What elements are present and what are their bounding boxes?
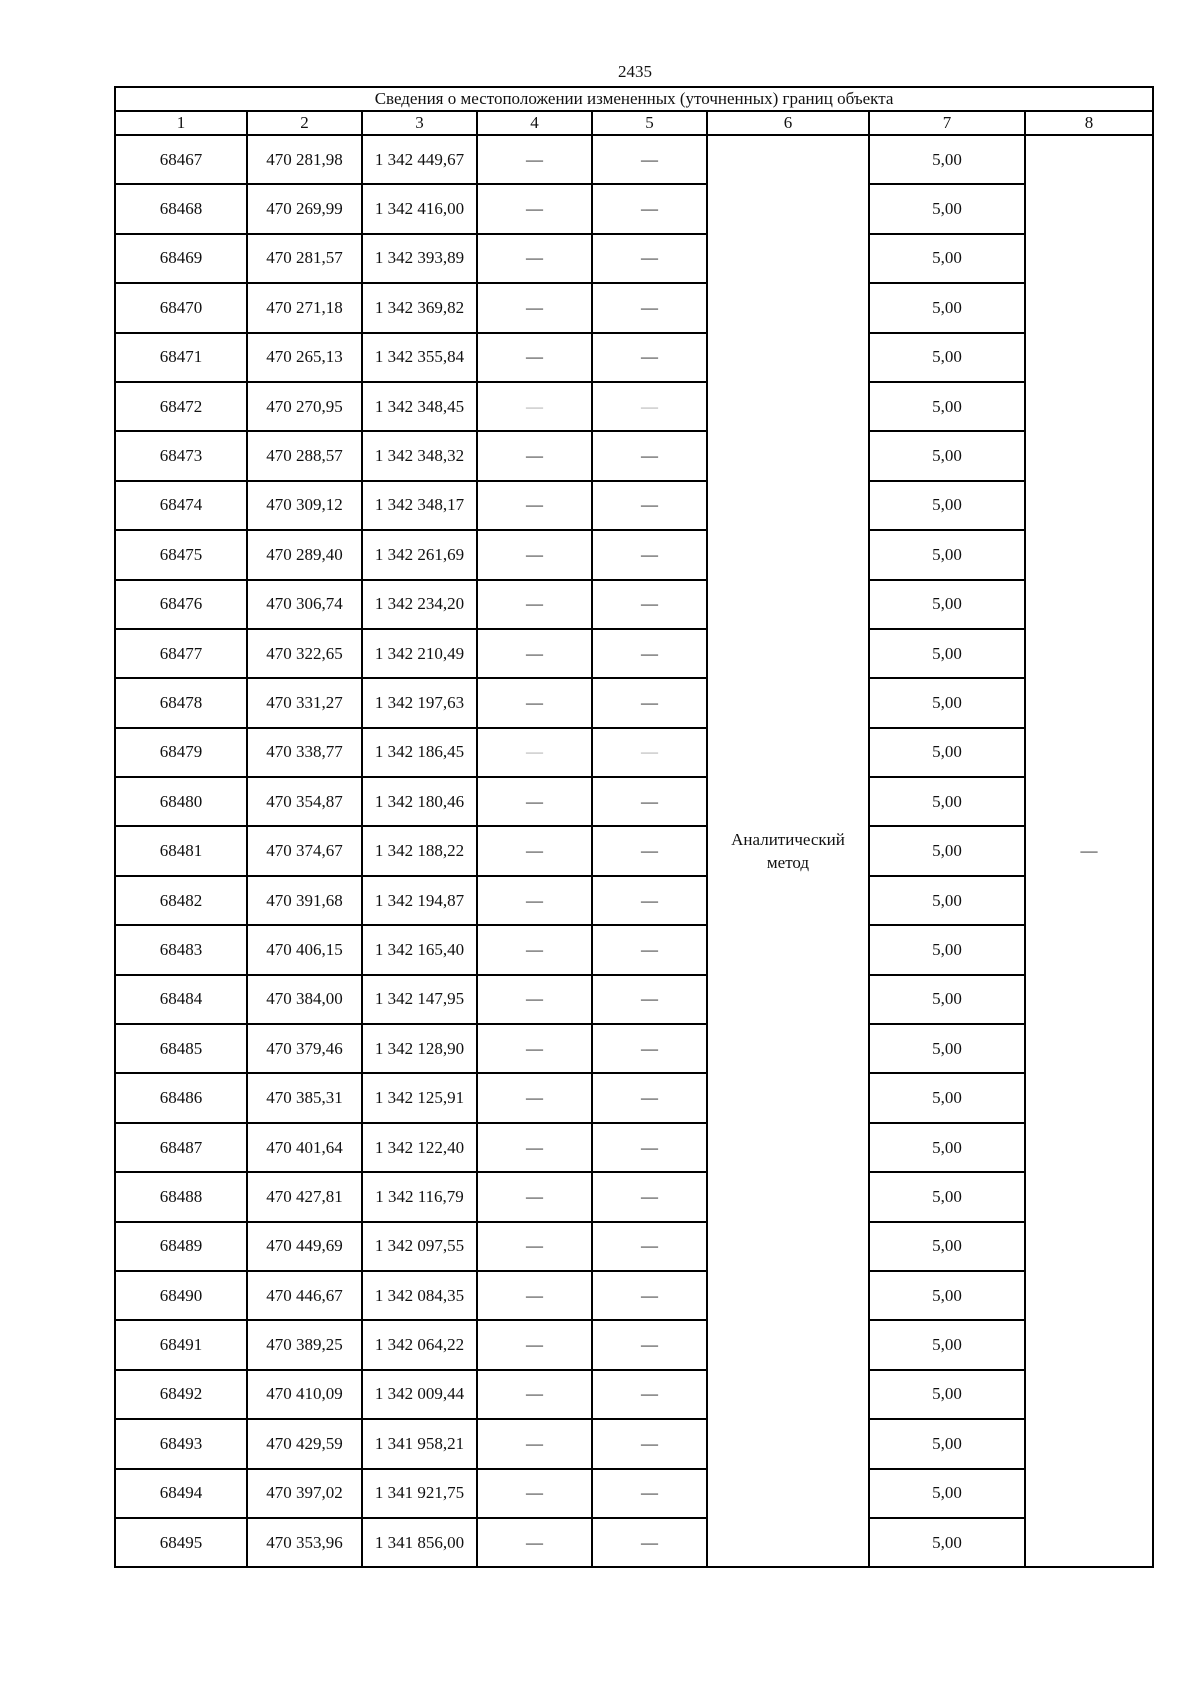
column-4-cell: — (477, 1024, 592, 1073)
column-5-cell: — (592, 1073, 707, 1122)
x-coordinate-cell: 470 271,18 (247, 283, 362, 332)
column-5-cell: — (592, 184, 707, 233)
point-number-cell: 68480 (115, 777, 247, 826)
x-coordinate-cell: 470 281,98 (247, 135, 362, 184)
point-number-cell: 68485 (115, 1024, 247, 1073)
y-coordinate-cell: 1 342 234,20 (362, 580, 477, 629)
accuracy-cell: 5,00 (869, 1419, 1025, 1468)
column-4-cell: — (477, 1320, 592, 1369)
y-coordinate-cell: 1 342 122,40 (362, 1123, 477, 1172)
accuracy-cell: 5,00 (869, 1469, 1025, 1518)
y-coordinate-cell: 1 342 128,90 (362, 1024, 477, 1073)
column-5-cell: — (592, 234, 707, 283)
table-row (115, 1222, 1153, 1271)
table-row (115, 1271, 1153, 1320)
accuracy-cell: 5,00 (869, 333, 1025, 382)
column-4-cell: — (477, 1370, 592, 1419)
column-number: 2 (247, 111, 362, 135)
column-4-cell: — (477, 431, 592, 480)
table-row (115, 1073, 1153, 1122)
accuracy-cell: 5,00 (869, 975, 1025, 1024)
table-row (115, 333, 1153, 382)
accuracy-cell: 5,00 (869, 1271, 1025, 1320)
accuracy-cell: 5,00 (869, 382, 1025, 431)
point-number-cell: 68490 (115, 1271, 247, 1320)
point-number-cell: 68477 (115, 629, 247, 678)
x-coordinate-cell: 470 374,67 (247, 826, 362, 875)
x-coordinate-cell: 470 384,00 (247, 975, 362, 1024)
x-coordinate-cell: 470 427,81 (247, 1172, 362, 1221)
column-number: 5 (592, 111, 707, 135)
table-row (115, 876, 1153, 925)
column-number: 6 (707, 111, 869, 135)
column-8-cell: — (1025, 135, 1153, 1567)
point-number-cell: 68481 (115, 826, 247, 875)
table-row (115, 629, 1153, 678)
accuracy-cell: 5,00 (869, 283, 1025, 332)
column-number: 3 (362, 111, 477, 135)
column-5-cell: — (592, 629, 707, 678)
table-row (115, 1419, 1153, 1468)
y-coordinate-cell: 1 342 125,91 (362, 1073, 477, 1122)
column-5-cell: — (592, 1123, 707, 1172)
point-number-cell: 68479 (115, 728, 247, 777)
y-coordinate-cell: 1 342 355,84 (362, 333, 477, 382)
y-coordinate-cell: 1 342 097,55 (362, 1222, 477, 1271)
column-4-cell: — (477, 629, 592, 678)
column-4-cell: — (477, 728, 592, 777)
point-number-cell: 68486 (115, 1073, 247, 1122)
column-4-cell: — (477, 975, 592, 1024)
table-row (115, 826, 1153, 875)
column-4-cell: — (477, 1222, 592, 1271)
point-number-cell: 68484 (115, 975, 247, 1024)
point-number-cell: 68483 (115, 925, 247, 974)
column-number-row (115, 111, 1153, 135)
x-coordinate-cell: 470 410,09 (247, 1370, 362, 1419)
table-title: Сведения о местоположении измененных (уточненных) границ объекта (115, 87, 1153, 111)
x-coordinate-cell: 470 354,87 (247, 777, 362, 826)
accuracy-cell: 5,00 (869, 184, 1025, 233)
point-number-cell: 68474 (115, 481, 247, 530)
table-row (115, 1469, 1153, 1518)
table-row (115, 1123, 1153, 1172)
column-number: 7 (869, 111, 1025, 135)
accuracy-cell: 5,00 (869, 234, 1025, 283)
column-4-cell: — (477, 283, 592, 332)
column-5-cell: — (592, 481, 707, 530)
table-row (115, 530, 1153, 579)
y-coordinate-cell: 1 342 147,95 (362, 975, 477, 1024)
column-5-cell: — (592, 1222, 707, 1271)
table-row (115, 431, 1153, 480)
y-coordinate-cell: 1 342 348,32 (362, 431, 477, 480)
column-5-cell: — (592, 1320, 707, 1369)
column-5-cell: — (592, 135, 707, 184)
column-5-cell: — (592, 1370, 707, 1419)
point-number-cell: 68469 (115, 234, 247, 283)
column-5-cell: — (592, 382, 707, 431)
accuracy-cell: 5,00 (869, 1320, 1025, 1369)
column-5-cell: — (592, 1419, 707, 1468)
column-5-cell: — (592, 580, 707, 629)
x-coordinate-cell: 470 446,67 (247, 1271, 362, 1320)
x-coordinate-cell: 470 338,77 (247, 728, 362, 777)
column-5-cell: — (592, 678, 707, 727)
column-5-cell: — (592, 728, 707, 777)
x-coordinate-cell: 470 270,95 (247, 382, 362, 431)
column-4-cell: — (477, 1518, 592, 1567)
point-number-cell: 68470 (115, 283, 247, 332)
point-number-cell: 68478 (115, 678, 247, 727)
table-row (115, 1370, 1153, 1419)
point-number-cell: 68472 (115, 382, 247, 431)
column-4-cell: — (477, 234, 592, 283)
column-4-cell: — (477, 184, 592, 233)
x-coordinate-cell: 470 289,40 (247, 530, 362, 579)
column-4-cell: — (477, 530, 592, 579)
x-coordinate-cell: 470 306,74 (247, 580, 362, 629)
point-number-cell: 68475 (115, 530, 247, 579)
accuracy-cell: 5,00 (869, 1370, 1025, 1419)
point-number-cell: 68476 (115, 580, 247, 629)
method-cell: Аналитический метод (707, 135, 869, 1567)
point-number-cell: 68471 (115, 333, 247, 382)
table-row (115, 925, 1153, 974)
accuracy-cell: 5,00 (869, 777, 1025, 826)
table-row (115, 580, 1153, 629)
column-4-cell: — (477, 333, 592, 382)
accuracy-cell: 5,00 (869, 1024, 1025, 1073)
boundary-coordinates-table (114, 86, 1154, 1568)
y-coordinate-cell: 1 342 348,17 (362, 481, 477, 530)
column-4-cell: — (477, 1271, 592, 1320)
table-row (115, 382, 1153, 431)
column-5-cell: — (592, 333, 707, 382)
column-4-cell: — (477, 777, 592, 826)
table-row (115, 1320, 1153, 1369)
y-coordinate-cell: 1 342 449,67 (362, 135, 477, 184)
y-coordinate-cell: 1 342 197,63 (362, 678, 477, 727)
table-row (115, 975, 1153, 1024)
table-row (115, 234, 1153, 283)
accuracy-cell: 5,00 (869, 1172, 1025, 1221)
accuracy-cell: 5,00 (869, 431, 1025, 480)
x-coordinate-cell: 470 309,12 (247, 481, 362, 530)
y-coordinate-cell: 1 342 369,82 (362, 283, 477, 332)
table-body (115, 87, 1153, 1567)
y-coordinate-cell: 1 342 348,45 (362, 382, 477, 431)
column-4-cell: — (477, 678, 592, 727)
y-coordinate-cell: 1 341 958,21 (362, 1419, 477, 1468)
column-5-cell: — (592, 777, 707, 826)
point-number-cell: 68468 (115, 184, 247, 233)
y-coordinate-cell: 1 342 165,40 (362, 925, 477, 974)
x-coordinate-cell: 470 265,13 (247, 333, 362, 382)
accuracy-cell: 5,00 (869, 135, 1025, 184)
column-5-cell: — (592, 925, 707, 974)
table-row (115, 184, 1153, 233)
x-coordinate-cell: 470 397,02 (247, 1469, 362, 1518)
column-4-cell: — (477, 876, 592, 925)
table-row (115, 1172, 1153, 1221)
x-coordinate-cell: 470 385,31 (247, 1073, 362, 1122)
x-coordinate-cell: 470 401,64 (247, 1123, 362, 1172)
table-row (115, 283, 1153, 332)
column-4-cell: — (477, 826, 592, 875)
y-coordinate-cell: 1 342 194,87 (362, 876, 477, 925)
column-5-cell: — (592, 876, 707, 925)
column-5-cell: — (592, 1469, 707, 1518)
accuracy-cell: 5,00 (869, 728, 1025, 777)
column-4-cell: — (477, 1073, 592, 1122)
column-number: 4 (477, 111, 592, 135)
table-row (115, 678, 1153, 727)
y-coordinate-cell: 1 342 084,35 (362, 1271, 477, 1320)
table-row (115, 481, 1153, 530)
column-4-cell: — (477, 925, 592, 974)
point-number-cell: 68491 (115, 1320, 247, 1369)
column-4-cell: — (477, 481, 592, 530)
column-number: 1 (115, 111, 247, 135)
column-4-cell: — (477, 580, 592, 629)
y-coordinate-cell: 1 342 116,79 (362, 1172, 477, 1221)
x-coordinate-cell: 470 322,65 (247, 629, 362, 678)
y-coordinate-cell: 1 341 921,75 (362, 1469, 477, 1518)
x-coordinate-cell: 470 269,99 (247, 184, 362, 233)
table-row (115, 777, 1153, 826)
x-coordinate-cell: 470 391,68 (247, 876, 362, 925)
accuracy-cell: 5,00 (869, 678, 1025, 727)
x-coordinate-cell: 470 281,57 (247, 234, 362, 283)
x-coordinate-cell: 470 406,15 (247, 925, 362, 974)
accuracy-cell: 5,00 (869, 1073, 1025, 1122)
y-coordinate-cell: 1 342 064,22 (362, 1320, 477, 1369)
accuracy-cell: 5,00 (869, 826, 1025, 875)
column-4-cell: — (477, 1172, 592, 1221)
column-5-cell: — (592, 1271, 707, 1320)
table-title-row (115, 87, 1153, 111)
column-number: 8 (1025, 111, 1153, 135)
y-coordinate-cell: 1 342 416,00 (362, 184, 477, 233)
point-number-cell: 68492 (115, 1370, 247, 1419)
accuracy-cell: 5,00 (869, 1518, 1025, 1567)
y-coordinate-cell: 1 342 210,49 (362, 629, 477, 678)
column-5-cell: — (592, 431, 707, 480)
x-coordinate-cell: 470 429,59 (247, 1419, 362, 1468)
table-row (115, 728, 1153, 777)
y-coordinate-cell: 1 342 261,69 (362, 530, 477, 579)
point-number-cell: 68487 (115, 1123, 247, 1172)
accuracy-cell: 5,00 (869, 1222, 1025, 1271)
point-number-cell: 68467 (115, 135, 247, 184)
page-number: 2435 (618, 62, 652, 81)
y-coordinate-cell: 1 342 186,45 (362, 728, 477, 777)
table-row (115, 135, 1153, 184)
column-5-cell: — (592, 826, 707, 875)
point-number-cell: 68482 (115, 876, 247, 925)
table-row (115, 1024, 1153, 1073)
table-row (115, 1518, 1153, 1567)
column-5-cell: — (592, 1172, 707, 1221)
y-coordinate-cell: 1 342 393,89 (362, 234, 477, 283)
x-coordinate-cell: 470 353,96 (247, 1518, 362, 1567)
point-number-cell: 68494 (115, 1469, 247, 1518)
y-coordinate-cell: 1 342 180,46 (362, 777, 477, 826)
point-number-cell: 68495 (115, 1518, 247, 1567)
x-coordinate-cell: 470 389,25 (247, 1320, 362, 1369)
x-coordinate-cell: 470 331,27 (247, 678, 362, 727)
accuracy-cell: 5,00 (869, 1123, 1025, 1172)
x-coordinate-cell: 470 288,57 (247, 431, 362, 480)
x-coordinate-cell: 470 449,69 (247, 1222, 362, 1271)
column-4-cell: — (477, 382, 592, 431)
column-4-cell: — (477, 1419, 592, 1468)
column-4-cell: — (477, 1123, 592, 1172)
column-5-cell: — (592, 1518, 707, 1567)
accuracy-cell: 5,00 (869, 876, 1025, 925)
column-5-cell: — (592, 283, 707, 332)
y-coordinate-cell: 1 342 188,22 (362, 826, 477, 875)
accuracy-cell: 5,00 (869, 629, 1025, 678)
y-coordinate-cell: 1 342 009,44 (362, 1370, 477, 1419)
column-5-cell: — (592, 975, 707, 1024)
point-number-cell: 68493 (115, 1419, 247, 1468)
x-coordinate-cell: 470 379,46 (247, 1024, 362, 1073)
point-number-cell: 68473 (115, 431, 247, 480)
accuracy-cell: 5,00 (869, 580, 1025, 629)
accuracy-cell: 5,00 (869, 925, 1025, 974)
column-5-cell: — (592, 530, 707, 579)
column-4-cell: — (477, 1469, 592, 1518)
y-coordinate-cell: 1 341 856,00 (362, 1518, 477, 1567)
column-5-cell: — (592, 1024, 707, 1073)
accuracy-cell: 5,00 (869, 530, 1025, 579)
accuracy-cell: 5,00 (869, 481, 1025, 530)
point-number-cell: 68489 (115, 1222, 247, 1271)
point-number-cell: 68488 (115, 1172, 247, 1221)
column-4-cell: — (477, 135, 592, 184)
